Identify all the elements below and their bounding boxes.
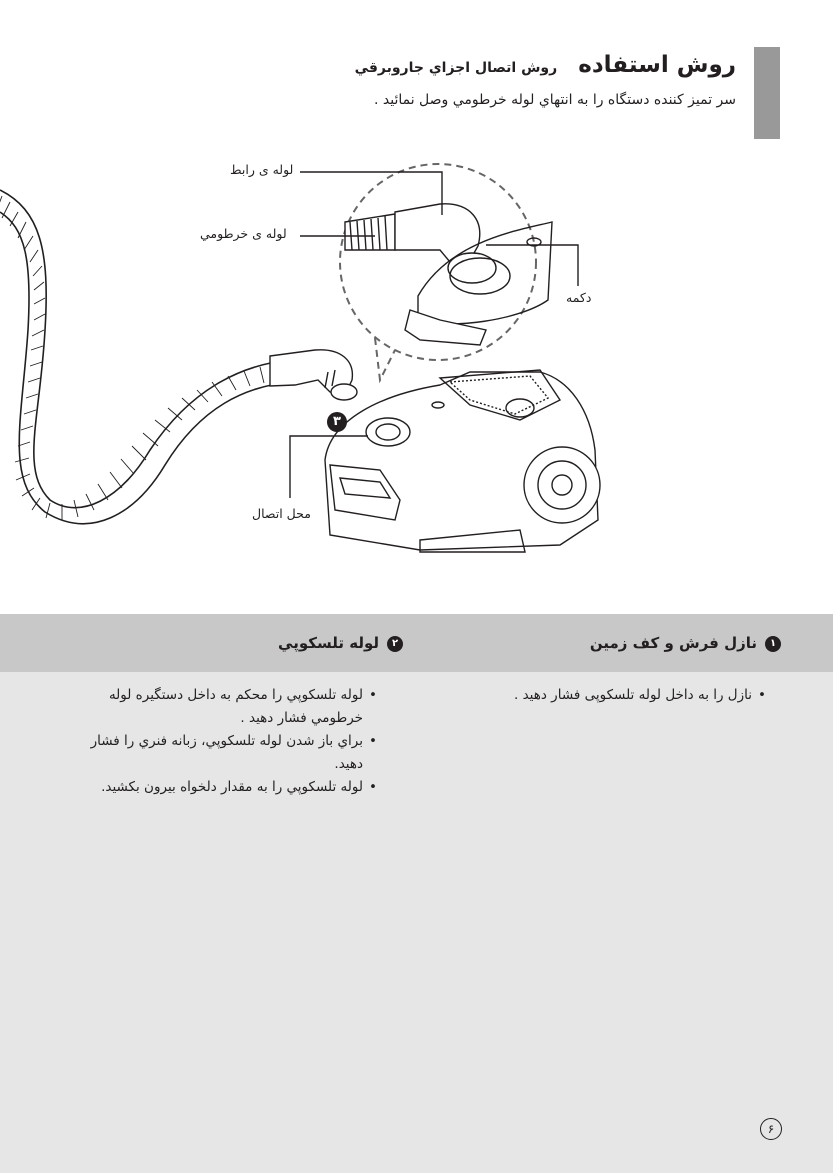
label-hose-pipe: لوله ی خرطومي	[200, 226, 287, 241]
list-item: • براي باز شدن لوله تلسكوپي، زبانه فنري را فشار دهيد.	[87, 730, 377, 776]
vacuum-assembly-illustration	[0, 140, 833, 580]
section-2-title: لوله تلسكوپي	[278, 634, 379, 652]
title-sub: روش اتصال اجزاي جاروبرقي	[354, 60, 558, 76]
vacuum-body-drawing	[325, 370, 600, 552]
page-title	[355, 52, 736, 78]
label-connection-point: محل اتصال	[252, 506, 311, 521]
page-number: ۶	[760, 1118, 782, 1140]
instruction-text: سر تميز كننده دستگاه را به انتهاي لوله خرطومي وصل نمائيد .	[373, 92, 736, 108]
list-item: • لوله تلسكوپي را محكم به داخل دستگيره لوله خرطومي فشار دهيد .	[87, 684, 377, 730]
hose-handle-drawing	[270, 350, 357, 400]
label-connector-pipe: لوله ی رابط	[230, 162, 294, 177]
title-main: روش استفاده	[578, 52, 736, 78]
list-item: • نازل را به داخل لوله تلسكوپی فشار دهيد .	[436, 684, 766, 707]
section-1-title: نازل فرش و كف زمين	[589, 634, 757, 652]
label-button: دكمه	[566, 290, 592, 305]
step-badge: ۳	[327, 412, 347, 432]
section-tab-marker	[754, 47, 780, 139]
section-2-number: ۲	[387, 636, 403, 652]
section-1-number: ۱	[765, 636, 781, 652]
leader-button	[486, 245, 578, 286]
zoom-hose-into-port	[345, 204, 552, 345]
section-2-bullets	[87, 684, 377, 799]
section-1-heading	[590, 634, 781, 652]
list-item: • لوله تلسكوپي را به مقدار دلخواه بيرون بكشيد.	[87, 776, 377, 799]
section-1-bullets	[436, 684, 766, 707]
section-2-heading	[278, 634, 403, 652]
